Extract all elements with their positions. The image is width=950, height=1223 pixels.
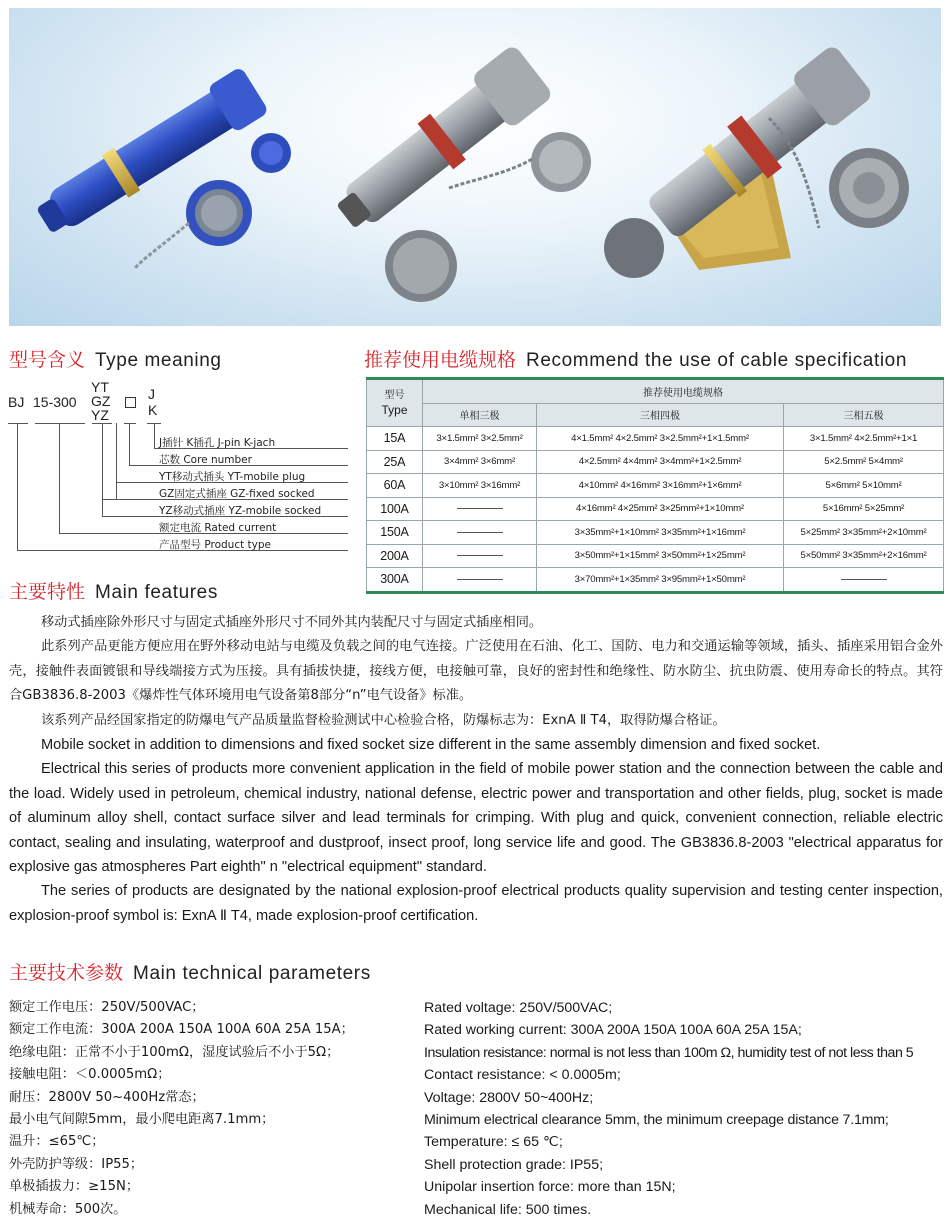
type-code-prefix: BJ [8,394,25,410]
cable-spec-title [364,345,907,372]
cell-single-3pole: 3×10mm² 3×16mm² [423,474,537,498]
type-meaning-title-cn: 型号含义 [9,349,86,371]
feature-paragraph-en-1: Mobile socket in addition to dimensions and fixed socket size different in the same assembly dimension and fixed socket. [41,737,821,754]
param-item-en: Minimum electrical clearance 5mm, the minimum creepage distance 7.1mm; [424,1111,889,1128]
feature-paragraph-cn-2: 此系列产品更能方便应用在野外移动电站与电缆及负载之间的电气连接。广泛使用在石油、化工、国防、电力和交通运输等领域，插头、插座采用铝合金外壳，接触件表面镀银和导线端接方式为压接。具有插拔快捷，接线方便，电接触可靠，良好的密封性和绝缘性、防水防尘、抗虫防震、使用寿命长的特点。其符合GB3836.8-2003《爆炸性气体环境用电气设备第8部分“n”电气设备》标准。 [9,639,943,704]
features-body [9,611,943,928]
cell-three-5pole: 5×25mm² 3×35mm²+2×10mm² [784,521,944,545]
param-item-en: Rated voltage: 250V/500VAC; [424,1000,613,1016]
param-item-cn: 外壳防护等级：IP55； [9,1156,144,1172]
main-params-title [9,958,371,985]
label-gz: GZ固定式插座 GZ-fixed socked [159,488,315,500]
cell-type: 60A [367,474,423,498]
param-item-en: Unipolar insertion force: more than 15N; [424,1179,676,1196]
param-item-en: Contact resistance: < 0.0005m; [424,1067,621,1084]
params-list-cn [9,997,354,1221]
cell-three-4pole: 4×2.5mm² 4×4mm² 3×4mm²+1×2.5mm² [537,450,784,474]
label-yz: YZ移动式插座 YZ-mobile socked [159,505,322,517]
table-row [367,474,944,498]
cell-three-4pole: 4×1.5mm² 4×2.5mm² 3×2.5mm²+1×1.5mm² [537,427,784,451]
type-code-yz: YZ [91,407,109,423]
param-item-en: Rated working current: 300A 200A 150A 100A 60A 25A 15A; [424,1022,802,1039]
main-features-title-en: Main features [95,582,218,603]
label-core-number: 芯数 Core number [159,454,252,466]
main-params-title-cn: 主要技术参数 [9,962,124,984]
feature-paragraph-en-2: Electrical this series of products more convenient application in the field of mobile power station and the connection between the cable and the load. Widely used in petroleum, chemical industry, national defense, electric power and transportation and other fields, plug, socket is made of aluminum alloy shell, contact surface silver and lead terminals for crimping. With plug and quick, convenient connection, reliable electric contact, sealing and insulating, waterproof and dustproof, insect proof, long service life and good. The GB3836.8-2003 "electrical apparatus for explosive gas atmospheres Part eighth" n "electrical equipment" standard. [9,761,943,876]
table-row [367,450,944,474]
type-meaning-diagram [8,378,358,564]
cell-single-3pole: 3×4mm² 3×6mm² [423,450,537,474]
param-item-cn: 绝缘电阻：正常不小于100mΩ，湿度试验后不小于5Ω； [9,1044,340,1060]
cell-type: 150A [367,521,423,545]
label-rated-current: 额定电流 Rated current [159,522,277,534]
cell-three-5pole: 5×2.5mm² 5×4mm² [784,450,944,474]
cell-empty [784,568,944,593]
feature-paragraph-cn-1: 移动式插座除外形尺寸与固定式插座外形尺寸不同外其内装配尺寸与固定式插座相同。 [41,615,543,630]
cell-three-5pole: 5×6mm² 5×10mm² [784,474,944,498]
param-item-en: Temperature: ≤ 65 ℃; [424,1134,563,1151]
core-number-box [125,397,136,408]
type-meaning-title [9,345,222,372]
cell-empty [423,544,537,568]
type-header-en: Type [381,402,408,417]
type-header [367,379,423,427]
cell-three-5pole: 3×1.5mm² 4×2.5mm²+1×1 [784,427,944,451]
label-yt: YT移动式插头 YT-mobile plug [159,471,306,483]
param-item-cn: 额定工作电流：300A 200A 150A 100A 60A 25A 15A； [9,1022,354,1038]
col-header-three-phase-4pole: 三相四极 [537,403,784,427]
table-row [367,427,944,451]
type-code-gz: GZ [91,393,111,409]
col-header-three-phase-5pole: 三相五极 [784,403,944,427]
cell-three-4pole: 4×16mm² 4×25mm² 3×25mm²+1×10mm² [537,497,784,521]
cell-three-4pole: 3×50mm²+1×15mm² 3×50mm²+1×25mm² [537,544,784,568]
dash-mark [457,579,503,580]
type-code-yt: YT [91,379,109,395]
param-item-en: Mechanical life: 500 times. [424,1201,592,1218]
product-photo [9,8,941,326]
dash-mark [841,579,887,580]
cell-type: 300A [367,568,423,593]
params-list-en [424,997,913,1221]
blue-connector [30,66,291,268]
main-features-title-cn: 主要特性 [9,581,86,603]
cell-type: 15A [367,427,423,451]
dash-mark [457,532,503,533]
param-item-en: Insulation resistance: normal is not less than 100m Ω, humidity test of not less than 5 [424,1044,914,1061]
type-header-cn: 型号 [384,389,405,401]
param-item-cn: 耐压：2800V 50~400Hz常态； [9,1089,205,1105]
table-row [367,497,944,521]
table-row [367,521,944,545]
cell-three-4pole: 3×35mm²+1×10mm² 3×35mm²+1×16mm² [537,521,784,545]
bracket-connector [604,44,909,278]
param-item-cn: 额定工作电压：250V/500VAC； [9,1000,205,1015]
cell-type: 25A [367,450,423,474]
feature-paragraph-en-3: The series of products are designated by the national explosion-proof electrical products quality supervision and testing center inspection, explosion-proof symbol is: ExnA Ⅱ T4, made explosion-proof certification. [9,883,943,924]
param-item-cn: 接触电阻：＜0.0005mΩ； [9,1067,171,1083]
grey-connector [325,44,591,302]
dash-mark [457,555,503,556]
main-params-title-en: Main technical parameters [133,963,371,984]
type-code-j: J [148,386,155,402]
cable-spec-table [366,377,944,594]
cell-single-3pole: 3×1.5mm² 3×2.5mm² [423,427,537,451]
param-item-en: Shell protection grade: IP55; [424,1156,604,1173]
param-item-cn: 机械寿命：500次。 [9,1201,127,1217]
table-row [367,544,944,568]
connectors-illustration [9,8,941,326]
cell-empty [423,568,537,593]
type-code-k: K [148,402,158,418]
feature-paragraph-cn-3: 该系列产品经国家指定的防爆电气产品质量监督检验测试中心检验合格，防爆标志为：ExnA Ⅱ T4，取得防爆合格证。 [41,712,726,728]
dash-mark [457,508,503,509]
col-header-single-phase-3pole: 单相三极 [423,403,537,427]
group-header: 推荐使用电缆规格 [423,379,944,404]
type-code-rated: 15-300 [33,394,77,410]
param-item-cn: 单极插拔力：≥15N； [9,1179,140,1195]
param-item-en: Voltage: 2800V 50~400Hz; [424,1089,594,1106]
cable-spec-title-cn: 推荐使用电缆规格 [364,349,517,371]
cell-three-4pole: 3×70mm²+1×35mm² 3×95mm²+1×50mm² [537,568,784,593]
cell-three-4pole: 4×10mm² 4×16mm² 3×16mm²+1×6mm² [537,474,784,498]
cell-three-5pole: 5×16mm² 5×25mm² [784,497,944,521]
type-meaning-title-en: Type meaning [95,350,222,371]
cell-type: 100A [367,497,423,521]
table-row [367,568,944,593]
cell-type: 200A [367,544,423,568]
cell-three-5pole: 5×50mm² 3×35mm²+2×16mm² [784,544,944,568]
label-pin-type: J插针 K插孔 J-pin K-jach [159,437,276,449]
main-features-title [9,577,218,604]
param-item-cn: 温升：≤65℃； [9,1134,105,1150]
label-product-type: 产品型号 Product type [159,539,271,551]
cable-spec-title-en: Recommend the use of cable specification [526,350,907,371]
param-item-cn: 最小电气间隙5mm，最小爬电距离7.1mm； [9,1111,275,1127]
cell-empty [423,521,537,545]
cell-empty [423,497,537,521]
